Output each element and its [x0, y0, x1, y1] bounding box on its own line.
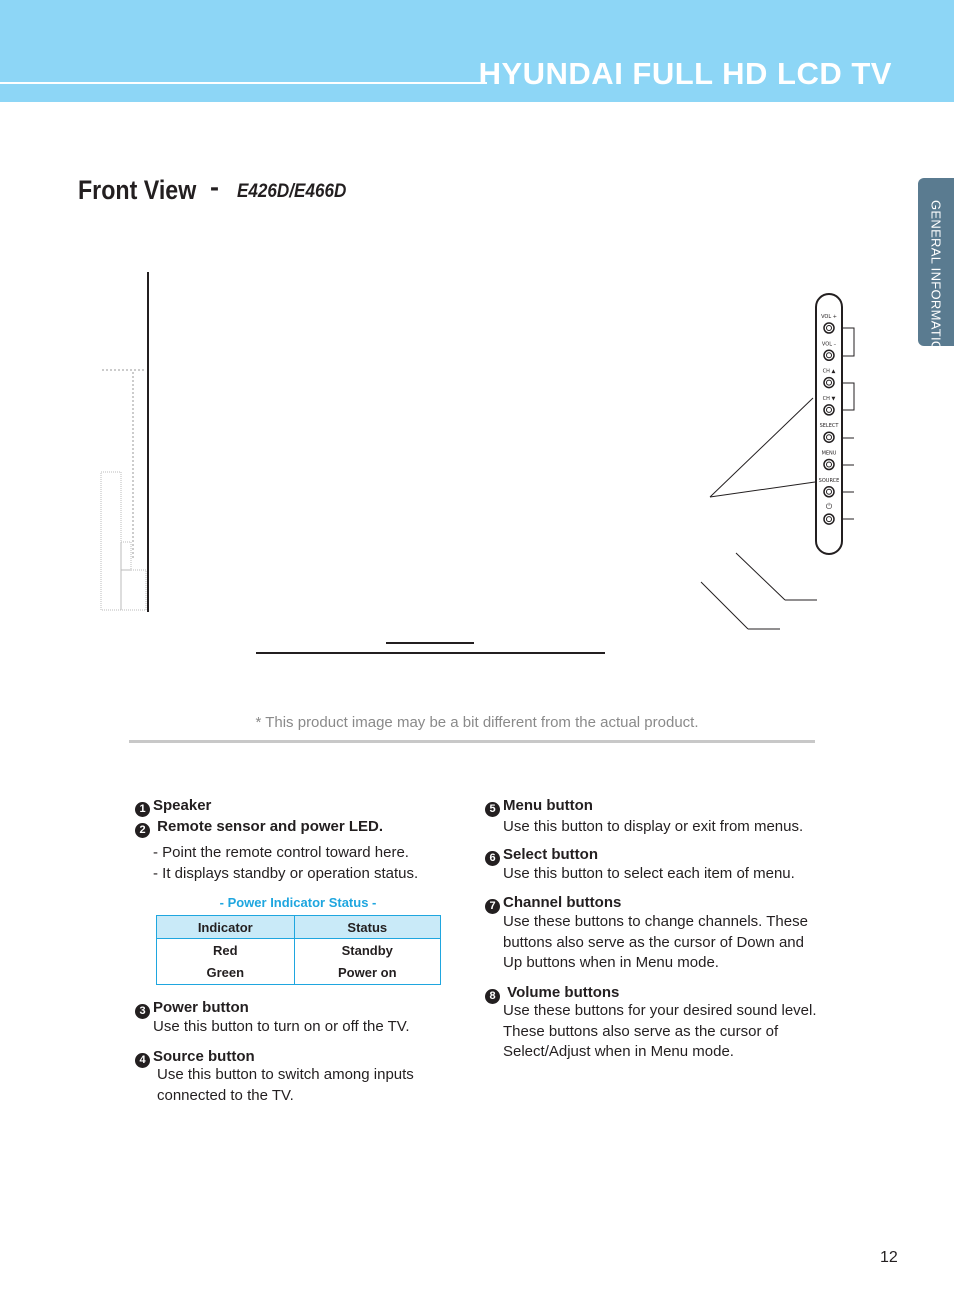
menu-line-1: Use this button to display or exit from menus.	[503, 818, 804, 835]
page-number: 12	[880, 1249, 898, 1266]
table-header-row	[157, 916, 441, 939]
note-divider	[129, 740, 815, 743]
table-cell: Red	[157, 939, 295, 962]
panel-button[interactable]	[824, 432, 834, 442]
source-line-1: Use this button to switch among inputs	[157, 1066, 414, 1083]
item-channel-buttons	[485, 893, 621, 914]
speaker-heading: Speaker	[153, 797, 212, 814]
panel-button[interactable]	[824, 405, 834, 415]
volume-bracket	[842, 328, 854, 356]
power-indicator-title: - Power Indicator Status -	[219, 895, 377, 910]
remote-line-2: - It displays standby or operation status.	[153, 865, 419, 882]
header-rule	[0, 82, 487, 84]
panel-button-label: VOL +	[821, 314, 837, 320]
number-badge: 4	[135, 1053, 150, 1068]
table-row	[157, 939, 441, 962]
item-power-button	[135, 998, 249, 1019]
number-badge: 1	[135, 802, 150, 817]
callout-line-c	[736, 553, 785, 600]
channel-heading: Channel buttons	[503, 894, 622, 911]
item-speaker	[135, 796, 211, 817]
item-select-button	[485, 845, 598, 866]
column-header: Indicator	[157, 916, 295, 939]
product-image-note: * This product image may be a bit different from the actual product.	[255, 714, 699, 731]
power-heading: Power button	[153, 999, 249, 1016]
volume-line-2: These buttons also serve as the cursor of	[503, 1023, 779, 1040]
section-model: E426D/E466D	[237, 181, 347, 202]
panel-button-label: MENU	[821, 450, 837, 457]
table-cell: Green	[157, 962, 295, 985]
source-heading: Source button	[153, 1048, 255, 1065]
remote-line-1: - Point the remote control toward here.	[153, 844, 409, 861]
item-remote-sensor	[135, 817, 383, 838]
number-badge: 2	[135, 823, 150, 838]
panel-button-label: SELECT	[819, 423, 839, 430]
channel-line-2: buttons also serve as the cursor of Down and	[503, 934, 804, 951]
power-line-1: Use this button to turn on or off the TV.	[153, 1018, 410, 1035]
volume-heading: Volume buttons	[507, 984, 620, 1001]
panel-button-label: ⏻	[825, 502, 833, 512]
panel-button[interactable]	[824, 460, 834, 470]
number-badge: 5	[485, 802, 500, 817]
callout-line-b	[710, 482, 815, 497]
power-indicator-table	[156, 915, 441, 985]
table-cell: Power on	[294, 962, 440, 985]
panel-button[interactable]	[824, 378, 834, 388]
select-line-1: Use this button to select each item of menu.	[503, 865, 795, 882]
menu-heading: Menu button	[503, 797, 593, 814]
remote-heading: Remote sensor and power LED.	[157, 818, 384, 835]
side-tab-label: GENERAL INFORMATION	[928, 200, 944, 361]
item-menu-button	[485, 796, 593, 817]
select-heading: Select button	[503, 846, 599, 863]
table-row	[157, 962, 441, 985]
channel-bracket	[842, 383, 854, 410]
panel-button-label: SOURCE	[818, 477, 840, 484]
section-dash: -	[210, 172, 219, 202]
volume-line-3: Select/Adjust when in Menu mode.	[503, 1043, 734, 1060]
header-title: HYUNDAI FULL HD LCD TV	[478, 56, 892, 91]
panel-button[interactable]	[824, 514, 834, 524]
table-cell: Standby	[294, 939, 440, 962]
number-badge: 8	[485, 989, 500, 1004]
panel-button-label: VOL –	[821, 341, 837, 348]
panel-button-label: CH ▲	[822, 368, 836, 375]
front-view-diagram	[90, 260, 870, 680]
panel-button-label: CH ▼	[822, 395, 836, 402]
panel-button[interactable]	[824, 350, 834, 360]
channel-line-1: Use these buttons to change channels. These	[503, 913, 808, 930]
number-badge: 3	[135, 1004, 150, 1019]
number-badge: 7	[485, 899, 500, 914]
number-badge: 6	[485, 851, 500, 866]
side-tab[interactable]	[918, 178, 954, 361]
panel-button[interactable]	[824, 487, 834, 497]
callout-line-a	[710, 398, 813, 497]
source-line-2: connected to the TV.	[157, 1087, 294, 1104]
speaker-grille	[101, 472, 146, 610]
section-title: Front View	[78, 175, 197, 205]
panel-button[interactable]	[824, 323, 834, 333]
callout-line-d	[701, 582, 748, 629]
column-header: Status	[294, 916, 440, 939]
channel-line-3: Up buttons when in Menu mode.	[503, 954, 719, 971]
volume-line-1: Use these buttons for your desired sound level.	[503, 1002, 817, 1019]
